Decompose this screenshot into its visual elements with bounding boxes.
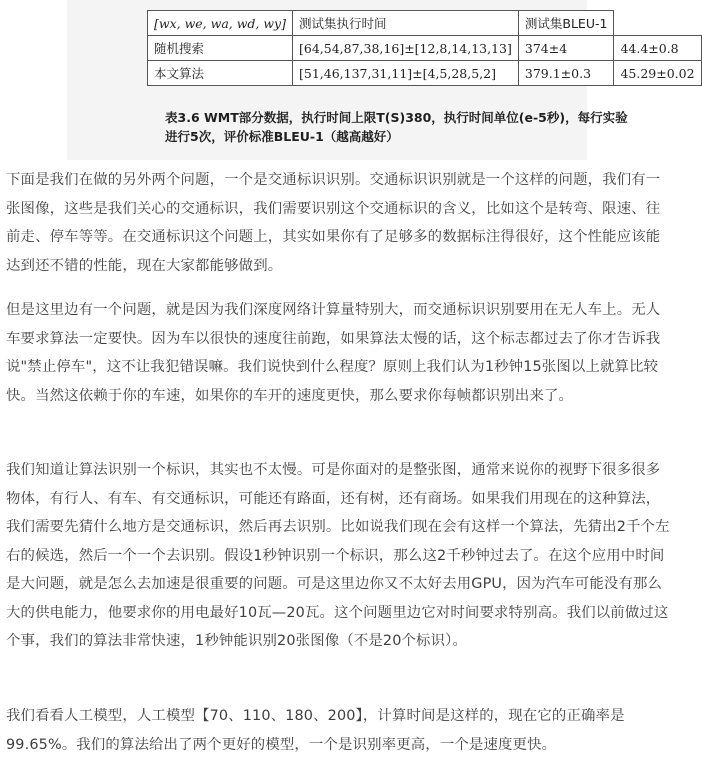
params-cell: [51,46,137,31,11]±[4,5,28,5,2] [293, 61, 519, 86]
paragraph: 下面是我们在做的另外两个问题，一个是交通标识识别。交通标识识别就是一个这样的问题，我们有一张图像，这些是我们关心的交通标识，我们需要识别这个交通标识的含义，比如这个是转弯、限速、往前走、停车等等。在交通标识这个问题上，其实如果你有了足够多的数据标注得很好，这个性能应该能达到还不错的性能，现在大家都能够做到。 [6, 172, 661, 274]
paragraph: 但是这里边有一个问题，就是因为我们深度网络计算量特别大，而交通标识识别要用在无人车上。无人车要求算法一定要快。因为车以很快的速度往前跑，如果算法太慢的话，这个标志都过去了你才告诉我说"禁止停车"，这不让我犯错误嘛。我们说快到什么程度？原则上我们认为1秒钟15张图以上就算比较快。当然这依赖于你的车速，如果你的车开的速度更快，那么要求你每帧都识别出来了。 [6, 302, 661, 404]
table-caption: 表3.6 WMT部分数据，执行时间上限T(S)380，执行时间单位(e-5秒)，每行实验进行5次，评价标准BLEU-1（越高越好） [165, 110, 628, 144]
params-cell: [64,54,87,38,16]±[12,8,14,13,13] [293, 36, 519, 61]
table-header-row [148, 11, 702, 36]
time-cell: 374±4 [518, 36, 614, 61]
table-figure [67, 0, 695, 160]
method-cell: 本文算法 [148, 61, 293, 86]
paragraph: 我们知道让算法识别一个标识，其实也不太慢。可是你面对的是整张图，通常来说你的视野下很多很多物体，有行人、有车、有交通标识，可能还有路面，还有树，还有商场。如果我们用现在的这种算法，我们需要先猜什么地方是交通标识，然后再去识别。比如说我们现在会有这样一个算法，先猜出2千个左右的候选，然后一个一个去识别。假设1秒钟识别一个标识，那么这2千秒钟过去了。在这个应用中时间是大问题，就是怎么去加速是很重要的问题。可是这里边你又不太好去用GPU，因为汽车可能没有那么大的供电能力，他要求你的用电最好10瓦—20瓦。这个问题里边它对时间要求特别高。我们以前做过这个事，我们的算法非常快速，1秒钟能识别20张图像（不是20个标识）。 [6, 462, 670, 649]
column-header: 测试集BLEU-1 [518, 11, 614, 36]
column-header: 测试集执行时间 [293, 11, 519, 36]
table-row [148, 61, 702, 86]
time-cell: 379.1±0.3 [518, 61, 614, 86]
column-header: [wx, we, wa, wd, wy] [148, 11, 293, 36]
method-cell: 随机搜索 [148, 36, 293, 61]
bleu-cell: 44.4±0.8 [614, 36, 701, 61]
table-row [148, 36, 702, 61]
results-table [147, 10, 702, 86]
paragraph: 我们看看人工模型，人工模型【70、110、180、200】，计算时间是这样的，现在它的正确率是99.65%。我们的算法给出了两个更好的模型，一个是识别率更高，一个是速度更快。 [6, 708, 625, 753]
bleu-cell: 45.29±0.02 [614, 61, 701, 86]
